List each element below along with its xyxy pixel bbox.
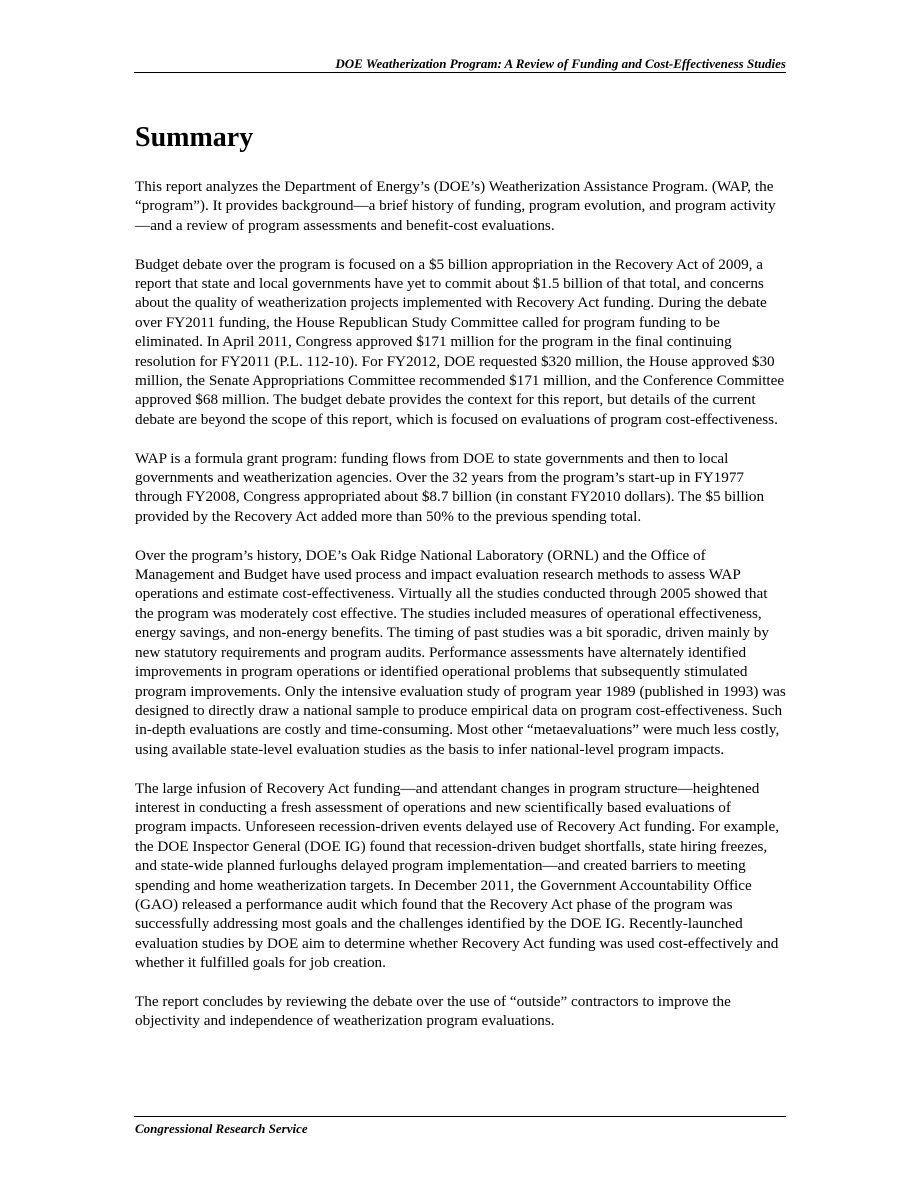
paragraph-4: Over the program’s history, DOE’s Oak Ridge National Laboratory (ORNL) and the Office of Management and Budget have used process and impact evaluation research methods to assess WAP operations and estimate cost-effectiveness. Virtually all the studies conducted through 2005 showed that the program was moderately cost effective. The studies included measures of operational effectiveness, energy savings, and non-energy benefits. The timing of past studies was a bit sporadic, driven mainly by new statutory requirements and program audits. Performance assessments have alternately identified improvements in program operations or identified operational problems that subsequently stimulated program improvements. Only the intensive evaluation study of program year 1989 (published in 1993) was designed to directly draw a national sample to produce empirical data on program cost-effectiveness. Such in-depth evaluations are costly and time-consuming. Most other “metaevaluations” were much less costly, using available state-level evaluation studies as the basis to infer national-level program impacts. [135, 546, 786, 758]
paragraph-6: The report concludes by reviewing the debate over the use of “outside” contractors to improve the objectivity and independence of weatherization program evaluations. [135, 992, 731, 1030]
footer-organization: Congressional Research Service [135, 1121, 308, 1136]
running-header: DOE Weatherization Program: A Review of Funding and Cost-Effectiveness Studies [335, 56, 786, 71]
paragraph-3: WAP is a formula grant program: funding flows from DOE to state governments and then to local governments and weatherization agencies. Over the 32 years from the program’s start-up in FY1977 through FY2008, Congress appropriated about $8.7 billion (in constant FY2010 dollars). The $5 billion provided by the Recovery Act added more than 50% to the previous spending total. [135, 449, 765, 525]
header-rule [134, 72, 786, 73]
paragraph-2: Budget debate over the program is focused on a $5 billion appropriation in the Recovery Act of 2009, a report that state and local governments have yet to commit about $1.5 billion of that total, and concerns about the quality of weatherization projects implemented with Recovery Act funding. During the debate over FY2011 funding, the House Republican Study Committee called for program funding to be eliminated. In April 2011, Congress approved $171 million for the program in the final continuing resolution for FY2011 (P.L. 112-10). For FY2012, DOE requested $320 million, the House approved $30 million, the Senate Appropriations Committee recommended $171 million, and the Conference Committee approved $68 million. The budget debate provides the context for this report, but details of the current debate are beyond the scope of this report, which is focused on evaluations of program cost-effectiveness. [135, 255, 785, 428]
footer-rule [134, 1116, 786, 1117]
paragraph-5: The large infusion of Recovery Act funding—and attendant changes in program structure—heightened interest in conducting a fresh assessment of operations and new scientifically based evaluations of program impacts. Unforeseen recession-driven events delayed use of Recovery Act funding. For example, the DOE Inspector General (DOE IG) found that recession-driven budget shortfalls, state hiring freezes, and state-wide planned furloughs delayed program implementation—and created barriers to meeting spending and home weatherization targets. In December 2011, the Government Accountability Office (GAO) released a performance audit which found that the Recovery Act phase of the program was successfully addressing most goals and the challenges identified by the DOE IG. Recently-launched evaluation studies by DOE aim to determine whether Recovery Act funding was used cost-effectively and whether it fulfilled goals for job creation. [135, 779, 779, 972]
section-title: Summary [135, 122, 254, 153]
summary-body [135, 177, 786, 1050]
paragraph-1: This report analyzes the Department of Energy’s (DOE’s) Weatherization Assistance Program. (WAP, the “program”). It provides background—a brief history of funding, program evolution, and program activity—and a review of program assessments and benefit-cost evaluations. [135, 178, 776, 234]
